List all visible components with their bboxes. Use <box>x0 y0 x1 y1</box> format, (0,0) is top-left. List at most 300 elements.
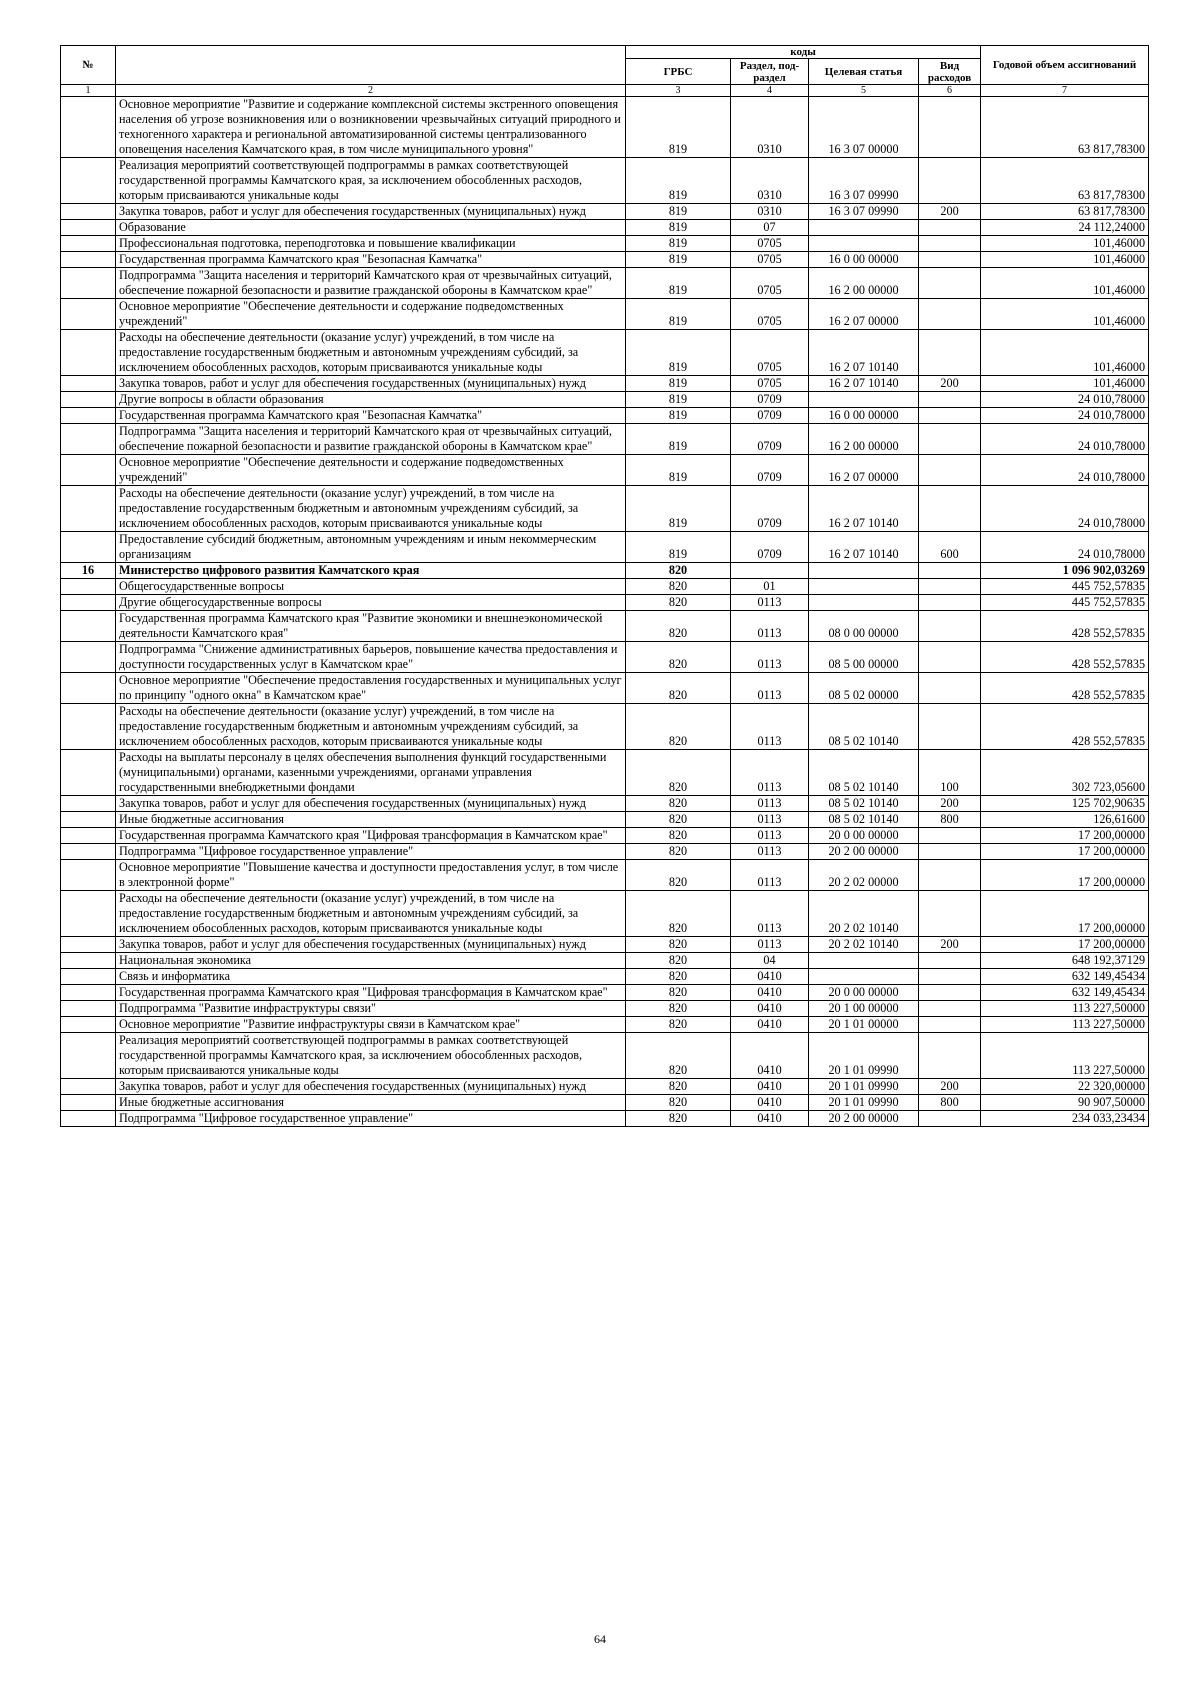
table-row <box>61 1095 1149 1111</box>
table-row <box>61 611 1149 642</box>
amount-cell: 101,46000 <box>981 252 1149 268</box>
row-number-cell <box>61 1095 116 1111</box>
section-code-cell: 0113 <box>731 611 809 642</box>
amount-cell: 24 010,78000 <box>981 532 1149 563</box>
header-target: Целевая статья <box>809 59 919 85</box>
target-article-cell <box>809 563 919 579</box>
amount-cell: 1 096 902,03269 <box>981 563 1149 579</box>
item-name-cell: Государственная программа Камчатского края "Цифровая трансформация в Камчатском крае" <box>116 985 626 1001</box>
row-number-cell <box>61 220 116 236</box>
section-code-cell: 0310 <box>731 97 809 158</box>
section-code-cell <box>731 563 809 579</box>
table-row <box>61 969 1149 985</box>
row-number-cell <box>61 330 116 376</box>
grbs-code-cell: 819 <box>626 252 731 268</box>
grbs-code-cell: 820 <box>626 844 731 860</box>
amount-cell: 445 752,57835 <box>981 579 1149 595</box>
item-name-cell: Расходы на выплаты персоналу в целях обеспечения выполнения функций государственными (муниципальными) органами, казенными учреждениями, органами управления государственными внебюджетными фондами <box>116 750 626 796</box>
expense-kind-cell <box>919 220 981 236</box>
row-number-cell <box>61 891 116 937</box>
header-col-num: 1 <box>61 85 116 97</box>
section-code-cell: 0709 <box>731 532 809 563</box>
row-number-cell <box>61 796 116 812</box>
item-name-cell: Расходы на обеспечение деятельности (оказание услуг) учреждений, в том числе на предоставление государственным бюджетным и автономным учреждениям субсидий, за исключением обособленных расходов, которым присваиваются уникальные коды <box>116 704 626 750</box>
item-name-cell: Расходы на обеспечение деятельности (оказание услуг) учреждений, в том числе на предоставление государственным бюджетным и автономным учреждениям субсидий, за исключением обособленных расходов, которым присваиваются уникальные коды <box>116 891 626 937</box>
expense-kind-cell: 800 <box>919 1095 981 1111</box>
target-article-cell: 16 0 00 00000 <box>809 408 919 424</box>
table-row <box>61 158 1149 204</box>
item-name-cell: Другие общегосударственные вопросы <box>116 595 626 611</box>
expense-kind-cell: 800 <box>919 812 981 828</box>
section-code-cell: 0310 <box>731 158 809 204</box>
grbs-code-cell: 819 <box>626 408 731 424</box>
expense-kind-cell <box>919 424 981 455</box>
grbs-code-cell: 820 <box>626 704 731 750</box>
amount-cell: 126,61600 <box>981 812 1149 828</box>
grbs-code-cell: 820 <box>626 1111 731 1127</box>
target-article-cell: 08 5 02 10140 <box>809 796 919 812</box>
target-article-cell: 20 2 02 00000 <box>809 860 919 891</box>
table-row <box>61 204 1149 220</box>
target-article-cell: 16 2 00 00000 <box>809 268 919 299</box>
amount-cell: 22 320,00000 <box>981 1079 1149 1095</box>
row-number-cell <box>61 595 116 611</box>
grbs-code-cell: 819 <box>626 236 731 252</box>
target-article-cell: 16 2 07 10140 <box>809 532 919 563</box>
item-name-cell: Закупка товаров, работ и услуг для обеспечения государственных (муниципальных) нужд <box>116 204 626 220</box>
row-number-cell <box>61 486 116 532</box>
grbs-code-cell: 820 <box>626 828 731 844</box>
expense-kind-cell: 200 <box>919 796 981 812</box>
expense-kind-cell <box>919 408 981 424</box>
target-article-cell: 20 1 00 00000 <box>809 1001 919 1017</box>
expense-kind-cell <box>919 392 981 408</box>
section-code-cell: 0705 <box>731 236 809 252</box>
item-name-cell: Основное мероприятие "Развитие инфраструктуры связи в Камчатском крае" <box>116 1017 626 1033</box>
grbs-code-cell: 819 <box>626 268 731 299</box>
expense-kind-cell <box>919 828 981 844</box>
item-name-cell: Государственная программа Камчатского края "Цифровая трансформация в Камчатском крае" <box>116 828 626 844</box>
item-name-cell: Министерство цифрового развития Камчатского края <box>116 563 626 579</box>
grbs-code-cell: 820 <box>626 673 731 704</box>
grbs-code-cell: 819 <box>626 455 731 486</box>
amount-cell: 428 552,57835 <box>981 642 1149 673</box>
target-article-cell: 08 5 02 10140 <box>809 750 919 796</box>
section-code-cell: 0410 <box>731 1079 809 1095</box>
grbs-code-cell: 819 <box>626 204 731 220</box>
item-name-cell: Подпрограмма "Развитие инфраструктуры связи" <box>116 1001 626 1017</box>
section-code-cell: 0705 <box>731 252 809 268</box>
section-code-cell: 0113 <box>731 860 809 891</box>
target-article-cell: 08 0 00 00000 <box>809 611 919 642</box>
target-article-cell: 20 2 00 00000 <box>809 1111 919 1127</box>
amount-cell: 24 112,24000 <box>981 220 1149 236</box>
page-number: 64 <box>594 1632 606 1646</box>
section-code-cell: 0410 <box>731 1033 809 1079</box>
grbs-code-cell: 820 <box>626 1017 731 1033</box>
row-number-cell <box>61 97 116 158</box>
row-number-cell <box>61 299 116 330</box>
section-code-cell: 0113 <box>731 673 809 704</box>
row-number-cell <box>61 158 116 204</box>
table-row <box>61 486 1149 532</box>
expense-kind-cell <box>919 985 981 1001</box>
header-col-num: 4 <box>731 85 809 97</box>
row-number-cell <box>61 424 116 455</box>
item-name-cell: Другие вопросы в области образования <box>116 392 626 408</box>
amount-cell: 17 200,00000 <box>981 937 1149 953</box>
grbs-code-cell: 819 <box>626 532 731 563</box>
table-row <box>61 1079 1149 1095</box>
table-row <box>61 424 1149 455</box>
row-number-cell <box>61 1001 116 1017</box>
item-name-cell: Закупка товаров, работ и услуг для обеспечения государственных (муниципальных) нужд <box>116 376 626 392</box>
target-article-cell <box>809 969 919 985</box>
item-name-cell: Расходы на обеспечение деятельности (оказание услуг) учреждений, в том числе на предоставление государственным бюджетным и автономным учреждениям субсидий, за исключением обособленных расходов, которым присваиваются уникальные коды <box>116 486 626 532</box>
amount-cell: 17 200,00000 <box>981 860 1149 891</box>
table-row <box>61 579 1149 595</box>
table-row <box>61 1033 1149 1079</box>
row-number-cell <box>61 236 116 252</box>
row-number-cell <box>61 750 116 796</box>
section-code-cell: 0310 <box>731 204 809 220</box>
amount-cell: 632 149,45434 <box>981 969 1149 985</box>
row-number-cell <box>61 579 116 595</box>
amount-cell: 101,46000 <box>981 376 1149 392</box>
header-col-num: 7 <box>981 85 1149 97</box>
grbs-code-cell: 820 <box>626 579 731 595</box>
target-article-cell: 08 5 02 10140 <box>809 812 919 828</box>
target-article-cell: 16 0 00 00000 <box>809 252 919 268</box>
expense-kind-cell: 100 <box>919 750 981 796</box>
section-code-cell: 0113 <box>731 750 809 796</box>
expense-kind-cell <box>919 595 981 611</box>
table-row <box>61 796 1149 812</box>
row-number-cell <box>61 844 116 860</box>
grbs-code-cell: 820 <box>626 563 731 579</box>
target-article-cell <box>809 579 919 595</box>
grbs-code-cell: 820 <box>626 611 731 642</box>
amount-cell: 24 010,78000 <box>981 486 1149 532</box>
expense-kind-cell: 200 <box>919 937 981 953</box>
section-code-cell: 07 <box>731 220 809 236</box>
expense-kind-cell <box>919 673 981 704</box>
grbs-code-cell: 820 <box>626 812 731 828</box>
section-code-cell: 0113 <box>731 595 809 611</box>
amount-cell: 24 010,78000 <box>981 392 1149 408</box>
header-section: Раздел, под-раздел <box>731 59 809 85</box>
target-article-cell: 16 2 07 10140 <box>809 486 919 532</box>
table-row <box>61 563 1149 579</box>
expense-kind-cell <box>919 704 981 750</box>
row-number-cell <box>61 812 116 828</box>
item-name-cell: Подпрограмма "Защита населения и территорий Камчатского края от чрезвычайных ситуаций, обеспечение пожарной безопасности и развитие гражданской обороны в Камчатском крае" <box>116 268 626 299</box>
section-code-cell: 0709 <box>731 408 809 424</box>
expense-kind-cell <box>919 611 981 642</box>
item-name-cell: Основное мероприятие "Повышение качества и доступности предоставления услуг, в том числе в электронной форме" <box>116 860 626 891</box>
grbs-code-cell: 820 <box>626 937 731 953</box>
row-number-cell <box>61 828 116 844</box>
row-number-cell <box>61 532 116 563</box>
table-row <box>61 673 1149 704</box>
table-row <box>61 408 1149 424</box>
amount-cell: 101,46000 <box>981 268 1149 299</box>
target-article-cell: 16 2 07 00000 <box>809 455 919 486</box>
expense-kind-cell <box>919 1111 981 1127</box>
table-row <box>61 953 1149 969</box>
table-row <box>61 750 1149 796</box>
amount-cell: 428 552,57835 <box>981 704 1149 750</box>
item-name-cell: Государственная программа Камчатского края "Развитие экономики и внешнеэкономической деятельности Камчатского края" <box>116 611 626 642</box>
header-amount: Годовой объем ассигнований <box>981 46 1149 85</box>
expense-kind-cell <box>919 563 981 579</box>
table-row <box>61 299 1149 330</box>
row-number-cell <box>61 455 116 486</box>
section-code-cell: 0705 <box>731 330 809 376</box>
table-row <box>61 828 1149 844</box>
table-row <box>61 1111 1149 1127</box>
row-number-cell <box>61 611 116 642</box>
grbs-code-cell: 819 <box>626 220 731 236</box>
expense-kind-cell: 600 <box>919 532 981 563</box>
target-article-cell: 16 3 07 09990 <box>809 158 919 204</box>
item-name-cell: Реализация мероприятий соответствующей подпрограммы в рамках соответствующей государственной программы Камчатского края, за исключением обособленных расходов, которым присваиваются уникальные коды <box>116 158 626 204</box>
target-article-cell: 20 1 01 09990 <box>809 1095 919 1111</box>
section-code-cell: 0410 <box>731 1095 809 1111</box>
table-row <box>61 97 1149 158</box>
target-article-cell: 08 5 00 00000 <box>809 642 919 673</box>
item-name-cell: Расходы на обеспечение деятельности (оказание услуг) учреждений, в том числе на предоставление государственным бюджетным и автономным учреждениям субсидий, за исключением обособленных расходов, которым присваиваются уникальные коды <box>116 330 626 376</box>
header-grbs: ГРБС <box>626 59 731 85</box>
expense-kind-cell <box>919 299 981 330</box>
table-row <box>61 532 1149 563</box>
grbs-code-cell: 819 <box>626 424 731 455</box>
target-article-cell: 16 3 07 00000 <box>809 97 919 158</box>
section-code-cell: 0113 <box>731 642 809 673</box>
amount-cell: 24 010,78000 <box>981 408 1149 424</box>
target-article-cell <box>809 595 919 611</box>
item-name-cell: Подпрограмма "Цифровое государственное управление" <box>116 1111 626 1127</box>
expense-kind-cell <box>919 1001 981 1017</box>
table-row <box>61 595 1149 611</box>
row-number-cell <box>61 1111 116 1127</box>
amount-cell: 101,46000 <box>981 299 1149 330</box>
target-article-cell: 20 1 01 09990 <box>809 1033 919 1079</box>
section-code-cell: 0709 <box>731 486 809 532</box>
grbs-code-cell: 820 <box>626 1033 731 1079</box>
grbs-code-cell: 820 <box>626 1079 731 1095</box>
item-name-cell: Основное мероприятие "Обеспечение предоставления государственных и муниципальных услуг по принципу "одного окна" в Камчатском крае" <box>116 673 626 704</box>
table-row <box>61 985 1149 1001</box>
target-article-cell: 20 2 00 00000 <box>809 844 919 860</box>
section-code-cell: 0113 <box>731 796 809 812</box>
item-name-cell: Реализация мероприятий соответствующей подпрограммы в рамках соответствующей государственной программы Камчатского края, за исключением обособленных расходов, которым присваиваются уникальные коды <box>116 1033 626 1079</box>
row-number-cell <box>61 985 116 1001</box>
row-number-cell <box>61 953 116 969</box>
expense-kind-cell <box>919 844 981 860</box>
row-number-cell <box>61 1017 116 1033</box>
grbs-code-cell: 819 <box>626 376 731 392</box>
expense-kind-cell <box>919 455 981 486</box>
table-row <box>61 330 1149 376</box>
table-row <box>61 1017 1149 1033</box>
amount-cell: 101,46000 <box>981 236 1149 252</box>
grbs-code-cell: 819 <box>626 97 731 158</box>
amount-cell: 63 817,78300 <box>981 97 1149 158</box>
header-col-num: 6 <box>919 85 981 97</box>
amount-cell: 428 552,57835 <box>981 673 1149 704</box>
section-code-cell: 0113 <box>731 937 809 953</box>
item-name-cell: Подпрограмма "Снижение административных барьеров, повышение качества предоставления и доступности государственных услуг в Камчатском крае" <box>116 642 626 673</box>
row-number-cell <box>61 1079 116 1095</box>
amount-cell: 113 227,50000 <box>981 1017 1149 1033</box>
header-col-num: 2 <box>116 85 626 97</box>
row-number-cell <box>61 1033 116 1079</box>
section-code-cell: 0113 <box>731 891 809 937</box>
grbs-code-cell: 820 <box>626 891 731 937</box>
table-row <box>61 891 1149 937</box>
row-number-cell <box>61 376 116 392</box>
grbs-code-cell: 819 <box>626 158 731 204</box>
item-name-cell: Образование <box>116 220 626 236</box>
table-row <box>61 937 1149 953</box>
grbs-code-cell: 820 <box>626 985 731 1001</box>
section-code-cell: 01 <box>731 579 809 595</box>
section-code-cell: 0113 <box>731 704 809 750</box>
expense-kind-cell <box>919 969 981 985</box>
target-article-cell: 20 0 00 00000 <box>809 828 919 844</box>
amount-cell: 632 149,45434 <box>981 985 1149 1001</box>
target-article-cell: 16 2 00 00000 <box>809 424 919 455</box>
row-number-cell: 16 <box>61 563 116 579</box>
table-row <box>61 812 1149 828</box>
section-code-cell: 0410 <box>731 1017 809 1033</box>
row-number-cell <box>61 860 116 891</box>
amount-cell: 101,46000 <box>981 330 1149 376</box>
expense-kind-cell: 200 <box>919 376 981 392</box>
expense-kind-cell <box>919 158 981 204</box>
header-name <box>116 46 626 85</box>
item-name-cell: Иные бюджетные ассигнования <box>116 1095 626 1111</box>
item-name-cell: Государственная программа Камчатского края "Безопасная Камчатка" <box>116 408 626 424</box>
header-kind: Вид расходов <box>919 59 981 85</box>
expense-kind-cell <box>919 642 981 673</box>
section-code-cell: 0410 <box>731 1001 809 1017</box>
header-col-num: 3 <box>626 85 731 97</box>
amount-cell: 17 200,00000 <box>981 828 1149 844</box>
table-row <box>61 1001 1149 1017</box>
expense-kind-cell <box>919 330 981 376</box>
target-article-cell: 16 2 07 10140 <box>809 330 919 376</box>
grbs-code-cell: 820 <box>626 1001 731 1017</box>
table-row <box>61 376 1149 392</box>
amount-cell: 234 033,23434 <box>981 1111 1149 1127</box>
row-number-cell <box>61 673 116 704</box>
section-code-cell: 0705 <box>731 268 809 299</box>
amount-cell: 24 010,78000 <box>981 424 1149 455</box>
item-name-cell: Подпрограмма "Защита населения и территорий Камчатского края от чрезвычайных ситуаций, обеспечение пожарной безопасности и развитие гражданской обороны в Камчатском крае" <box>116 424 626 455</box>
grbs-code-cell: 820 <box>626 953 731 969</box>
target-article-cell <box>809 236 919 252</box>
section-code-cell: 0113 <box>731 812 809 828</box>
table-row <box>61 844 1149 860</box>
section-code-cell: 0410 <box>731 1111 809 1127</box>
row-number-cell <box>61 408 116 424</box>
amount-cell: 648 192,37129 <box>981 953 1149 969</box>
section-code-cell: 04 <box>731 953 809 969</box>
expense-kind-cell: 200 <box>919 204 981 220</box>
section-code-cell: 0410 <box>731 969 809 985</box>
header-number: № <box>61 46 116 85</box>
item-name-cell: Основное мероприятие "Развитие и содержание комплексной системы экстренного оповещения населения об угрозе возникновения или о возникновении чрезвычайных ситуаций природного и техногенного характера и региональной автоматизированной системы централизованного оповещения населения Камчатского края, в том числе муниципального уровня" <box>116 97 626 158</box>
item-name-cell: Основное мероприятие "Обеспечение деятельности и содержание подведомственных учреждений" <box>116 455 626 486</box>
table-row <box>61 704 1149 750</box>
table-row <box>61 220 1149 236</box>
target-article-cell: 20 1 01 00000 <box>809 1017 919 1033</box>
grbs-code-cell: 820 <box>626 595 731 611</box>
grbs-code-cell: 820 <box>626 796 731 812</box>
section-code-cell: 0709 <box>731 455 809 486</box>
section-code-cell: 0705 <box>731 299 809 330</box>
row-number-cell <box>61 268 116 299</box>
target-article-cell: 20 2 02 10140 <box>809 891 919 937</box>
budget-table <box>60 45 1149 1127</box>
item-name-cell: Профессиональная подготовка, переподготовка и повышение квалификации <box>116 236 626 252</box>
expense-kind-cell <box>919 252 981 268</box>
grbs-code-cell: 819 <box>626 392 731 408</box>
amount-cell: 24 010,78000 <box>981 455 1149 486</box>
grbs-code-cell: 819 <box>626 486 731 532</box>
row-number-cell <box>61 204 116 220</box>
item-name-cell: Предоставление субсидий бюджетным, автономным учреждениям и иным некоммерческим организациям <box>116 532 626 563</box>
target-article-cell: 16 3 07 09990 <box>809 204 919 220</box>
row-number-cell <box>61 392 116 408</box>
table-row <box>61 860 1149 891</box>
row-number-cell <box>61 252 116 268</box>
item-name-cell: Государственная программа Камчатского края "Безопасная Камчатка" <box>116 252 626 268</box>
target-article-cell <box>809 953 919 969</box>
target-article-cell: 20 1 01 09990 <box>809 1079 919 1095</box>
expense-kind-cell <box>919 891 981 937</box>
amount-cell: 428 552,57835 <box>981 611 1149 642</box>
grbs-code-cell: 819 <box>626 299 731 330</box>
item-name-cell: Подпрограмма "Цифровое государственное управление" <box>116 844 626 860</box>
header-codes: коды <box>626 46 981 59</box>
item-name-cell: Закупка товаров, работ и услуг для обеспечения государственных (муниципальных) нужд <box>116 796 626 812</box>
target-article-cell: 08 5 02 10140 <box>809 704 919 750</box>
amount-cell: 113 227,50000 <box>981 1033 1149 1079</box>
grbs-code-cell: 820 <box>626 642 731 673</box>
item-name-cell: Связь и информатика <box>116 969 626 985</box>
item-name-cell: Иные бюджетные ассигнования <box>116 812 626 828</box>
table-row <box>61 455 1149 486</box>
item-name-cell: Основное мероприятие "Обеспечение деятельности и содержание подведомственных учреждений" <box>116 299 626 330</box>
section-code-cell: 0709 <box>731 424 809 455</box>
item-name-cell: Закупка товаров, работ и услуг для обеспечения государственных (муниципальных) нужд <box>116 1079 626 1095</box>
table-body <box>61 97 1149 1127</box>
amount-cell: 90 907,50000 <box>981 1095 1149 1111</box>
target-article-cell: 08 5 02 00000 <box>809 673 919 704</box>
section-code-cell: 0709 <box>731 392 809 408</box>
row-number-cell <box>61 969 116 985</box>
target-article-cell <box>809 392 919 408</box>
amount-cell: 17 200,00000 <box>981 891 1149 937</box>
target-article-cell: 16 2 07 00000 <box>809 299 919 330</box>
budget-table-container <box>60 45 1148 1127</box>
expense-kind-cell <box>919 236 981 252</box>
item-name-cell: Общегосударственные вопросы <box>116 579 626 595</box>
section-code-cell: 0113 <box>731 828 809 844</box>
